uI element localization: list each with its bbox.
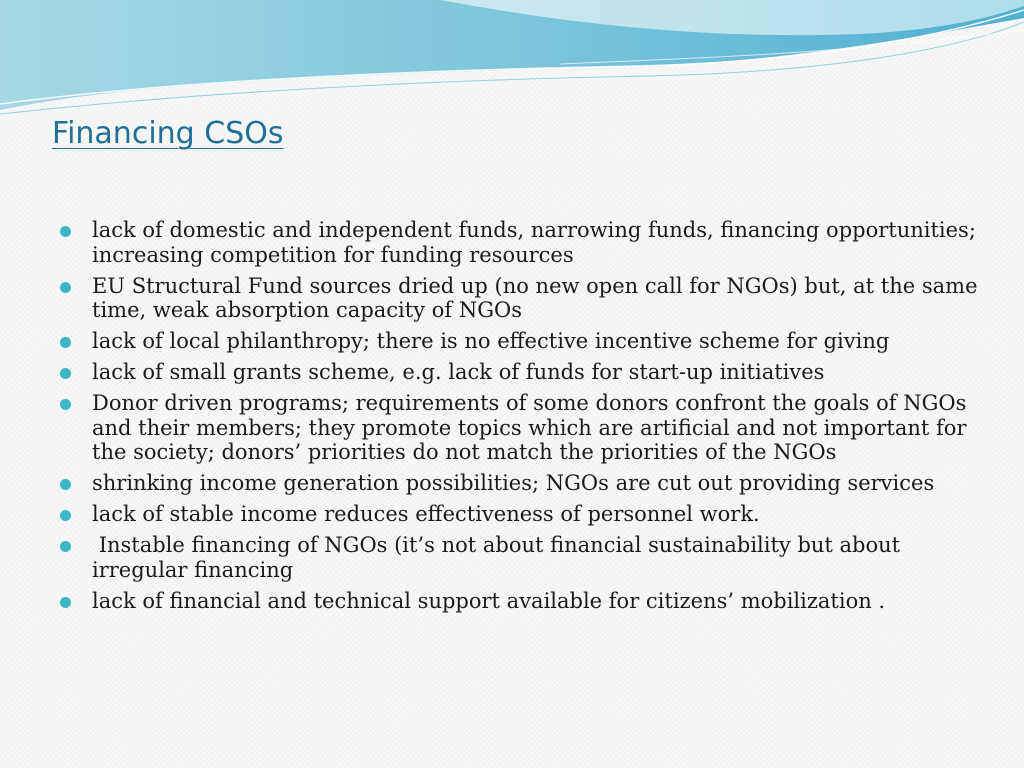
list-item	[60, 360, 980, 385]
list-item	[60, 274, 980, 323]
list-item-text: lack of domestic and independent funds, narrowing funds, financing opportunities; increasing competition for funding resources	[92, 218, 976, 267]
list-item-text: lack of financial and technical support available for citizens’ mobilization .	[92, 588, 886, 613]
slide-title: Financing CSOs	[52, 116, 284, 151]
bullet-icon	[60, 541, 71, 552]
bullet-icon	[60, 368, 71, 379]
bullet-icon	[60, 399, 71, 410]
list-item-text: EU Structural Fund sources dried up (no new open call for NGOs) but, at the same time, weak absorption capacity of NGOs	[92, 273, 978, 322]
list-item	[60, 589, 980, 614]
bullet-list	[60, 218, 980, 620]
list-item	[60, 218, 980, 267]
bullet-icon	[60, 510, 71, 521]
list-item-text: lack of stable income reduces effectiveness of personnel work.	[92, 502, 760, 526]
bullet-icon	[60, 282, 71, 293]
list-item-text: lack of local philanthropy; there is no effective incentive scheme for giving	[92, 329, 890, 353]
list-item	[60, 391, 980, 465]
bullet-icon	[60, 226, 71, 237]
list-item	[60, 533, 980, 582]
bullet-icon	[60, 337, 71, 348]
list-item	[60, 502, 980, 527]
list-item-text: Instable financing of NGOs (it’s not about financial sustainability but about irregular financing	[92, 533, 907, 582]
list-item	[60, 471, 980, 496]
list-item	[60, 329, 980, 354]
list-item-text: Donor driven programs; requirements of some donors confront the goals of NGOs and their members; they promote topics which are artificial and not important for the society; donors’ priorities do not match the priorities of the NGOs	[92, 391, 967, 464]
bullet-icon	[60, 597, 71, 608]
list-item-text: shrinking income generation possibilities; NGOs are cut out providing services	[92, 471, 935, 495]
bullet-icon	[60, 479, 71, 490]
list-item-text: lack of small grants scheme, e.g. lack of funds for start-up initiatives	[92, 360, 825, 384]
decorative-wave-band	[0, 0, 1024, 120]
